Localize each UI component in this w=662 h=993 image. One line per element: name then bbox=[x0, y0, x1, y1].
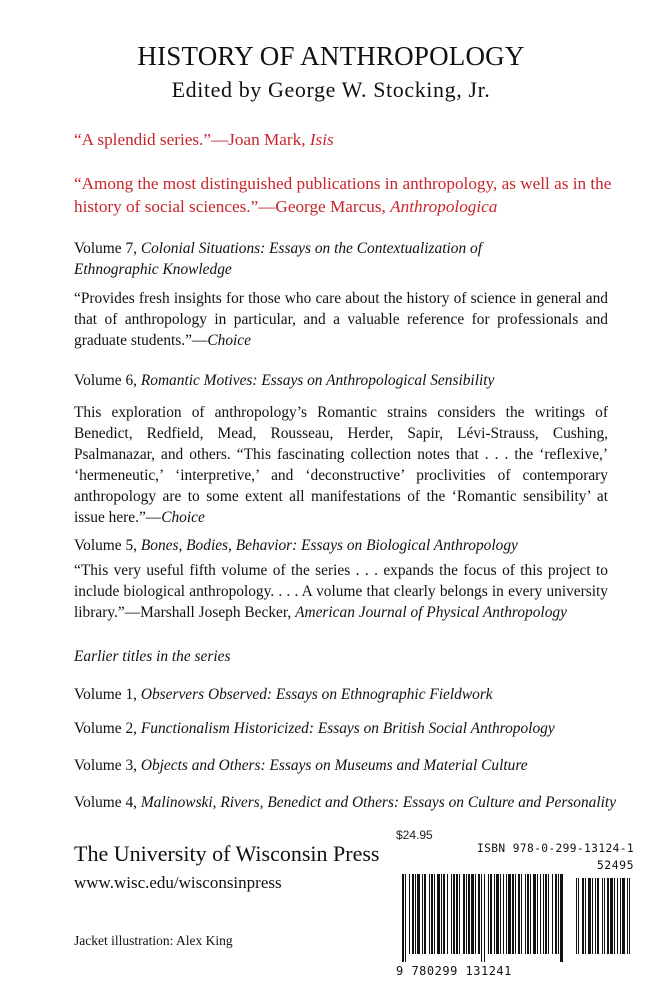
barcode-bar bbox=[545, 874, 547, 954]
barcode-bar bbox=[412, 874, 414, 954]
barcode-bar bbox=[508, 874, 511, 954]
barcode-bar bbox=[515, 874, 516, 954]
addon-bar bbox=[627, 878, 628, 954]
barcode-bar bbox=[429, 874, 430, 954]
earlier-volume-4: Volume 4, Malinowski, Rivers, Benedict and Others: Essays on Culture and Personality bbox=[74, 794, 617, 811]
barcode-bar bbox=[500, 874, 501, 954]
volume-7-heading: Volume 7, Colonial Situations: Essays on the Contextualization of Ethnographic Knowledge bbox=[74, 240, 483, 278]
barcode-bar bbox=[468, 874, 470, 954]
barcode-bar bbox=[451, 874, 452, 954]
addon-bar bbox=[595, 878, 596, 954]
barcode-bar bbox=[558, 874, 559, 954]
praise-quote-2: “Among the most distinguished publications in anthropology, as well as in the history of social sciences.”—George Marcus, Anthropologica bbox=[74, 174, 612, 216]
barcode-bar bbox=[555, 874, 557, 954]
barcode-bar bbox=[441, 874, 442, 954]
addon-bar bbox=[604, 878, 605, 954]
earlier-volume-3: Volume 3, Objects and Others: Essays on Museums and Material Culture bbox=[74, 757, 528, 774]
barcode-bar bbox=[434, 874, 435, 954]
addon-bar bbox=[588, 878, 591, 954]
barcode-bar bbox=[518, 874, 520, 954]
barcode bbox=[396, 874, 636, 964]
barcode-bar bbox=[488, 874, 489, 954]
addon-bar bbox=[578, 878, 579, 954]
volume-6-heading: Volume 6, Romantic Motives: Essays on Anthropological Sensibility bbox=[74, 372, 495, 389]
price-addon-number: 52495 bbox=[596, 858, 634, 872]
barcode-bar bbox=[484, 874, 485, 962]
volume-5-review: “This very useful fifth volume of the series . . . expands the focus of this project to include biological anthropology. . . . A volume that clearly belongs in every university library.”—Marshall Joseph Becker, American Journal of Physical Anthropology bbox=[74, 562, 608, 621]
publisher-name: The University of Wisconsin Press bbox=[74, 841, 380, 866]
praise-quote-1: “A splendid series.”—Joan Mark, Isis bbox=[74, 130, 334, 149]
addon-bar bbox=[622, 878, 625, 954]
barcode-bar bbox=[447, 874, 448, 954]
barcode-bar bbox=[506, 874, 507, 954]
volume-7-review: “Provides fresh insights for those who care about the history of science in general and that of anthropology in particular, and a valuable reference for professionals and graduate students.”—Choice bbox=[74, 290, 608, 349]
earlier-volume-2: Volume 2, Functionalism Historicized: Essays on British Social Anthropology bbox=[74, 720, 555, 737]
jacket-credit: Jacket illustration: Alex King bbox=[74, 933, 233, 948]
barcode-bar bbox=[409, 874, 410, 954]
barcode-bar bbox=[415, 874, 416, 954]
barcode-bar bbox=[503, 874, 504, 954]
addon-bar bbox=[592, 878, 593, 954]
barcode-bar bbox=[437, 874, 440, 954]
barcode-bar bbox=[521, 874, 522, 954]
barcode-bar bbox=[478, 874, 480, 954]
addon-bar bbox=[607, 878, 609, 954]
volume-6-review: This exploration of anthropology’s Romantic strains considers the writings of Benedict, Redfield, Mead, Rousseau, Herder, Sapir, Lévi-Strauss, Cushing, Psalmanazar, and others. “This fascinating collection notes that . . . the ‘reflexive,’ ‘hermeneutic,’ ‘interpretive,’ and ‘deconstructive’ proclivities of contemporary anthropology are to some extent all manifestations of the ‘Romantic sensibility’ at issue here.”—Choice bbox=[74, 404, 608, 526]
earlier-titles-heading: Earlier titles in the series bbox=[74, 648, 231, 665]
addon-bar bbox=[576, 878, 577, 954]
barcode-bar bbox=[463, 874, 465, 954]
barcode-bar bbox=[417, 874, 420, 954]
barcode-bar bbox=[552, 874, 553, 954]
barcode-bar bbox=[453, 874, 455, 954]
barcode-bar bbox=[543, 874, 544, 954]
barcode-bar bbox=[459, 874, 460, 954]
series-editor: Edited by George W. Stocking, Jr. bbox=[171, 77, 491, 102]
barcode-bar bbox=[422, 874, 423, 954]
barcode-bar bbox=[466, 874, 467, 954]
barcode-bar bbox=[402, 874, 404, 962]
barcode-bar bbox=[527, 874, 529, 954]
price-label: $24.95 bbox=[396, 828, 433, 842]
barcode-bar bbox=[512, 874, 514, 954]
barcode-bar bbox=[490, 874, 492, 954]
barcode-bar bbox=[540, 874, 541, 954]
barcode-bar bbox=[496, 874, 499, 954]
barcode-bar bbox=[475, 874, 476, 954]
volume-5-heading: Volume 5, Bones, Bodies, Behavior: Essays on Biological Anthropology bbox=[74, 537, 518, 554]
barcode-bar bbox=[424, 874, 426, 954]
addon-bar bbox=[597, 878, 599, 954]
barcode-bar bbox=[560, 874, 563, 962]
addon-bar bbox=[585, 878, 586, 954]
earlier-volume-1: Volume 1, Observers Observed: Essays on Ethnographic Fieldwork bbox=[74, 686, 493, 703]
isbn-label: ISBN 978-0-299-13124-1 bbox=[477, 842, 634, 855]
series-title: HISTORY OF ANTHROPOLOGY bbox=[137, 41, 525, 71]
barcode-bar bbox=[405, 874, 406, 962]
addon-bar bbox=[617, 878, 618, 954]
barcode-digits: 9 780299 131241 bbox=[396, 964, 512, 978]
barcode-bar bbox=[431, 874, 433, 954]
addon-bar bbox=[602, 878, 603, 954]
barcode-bar bbox=[537, 874, 538, 954]
addon-bar bbox=[629, 878, 630, 954]
barcode-bar bbox=[548, 874, 549, 954]
barcode-bar bbox=[533, 874, 536, 954]
barcode-bar bbox=[456, 874, 458, 954]
addon-bar bbox=[614, 878, 615, 954]
barcode-bar bbox=[525, 874, 526, 954]
barcode-bar bbox=[481, 874, 482, 962]
barcode-bar bbox=[471, 874, 474, 954]
barcode-bar bbox=[443, 874, 445, 954]
addon-bar bbox=[610, 878, 613, 954]
barcode-bar bbox=[530, 874, 531, 954]
barcode-bar bbox=[494, 874, 495, 954]
addon-bar bbox=[620, 878, 621, 954]
addon-bar bbox=[582, 878, 584, 954]
publisher-url[interactable]: www.wisc.edu/wisconsinpress bbox=[74, 873, 282, 892]
